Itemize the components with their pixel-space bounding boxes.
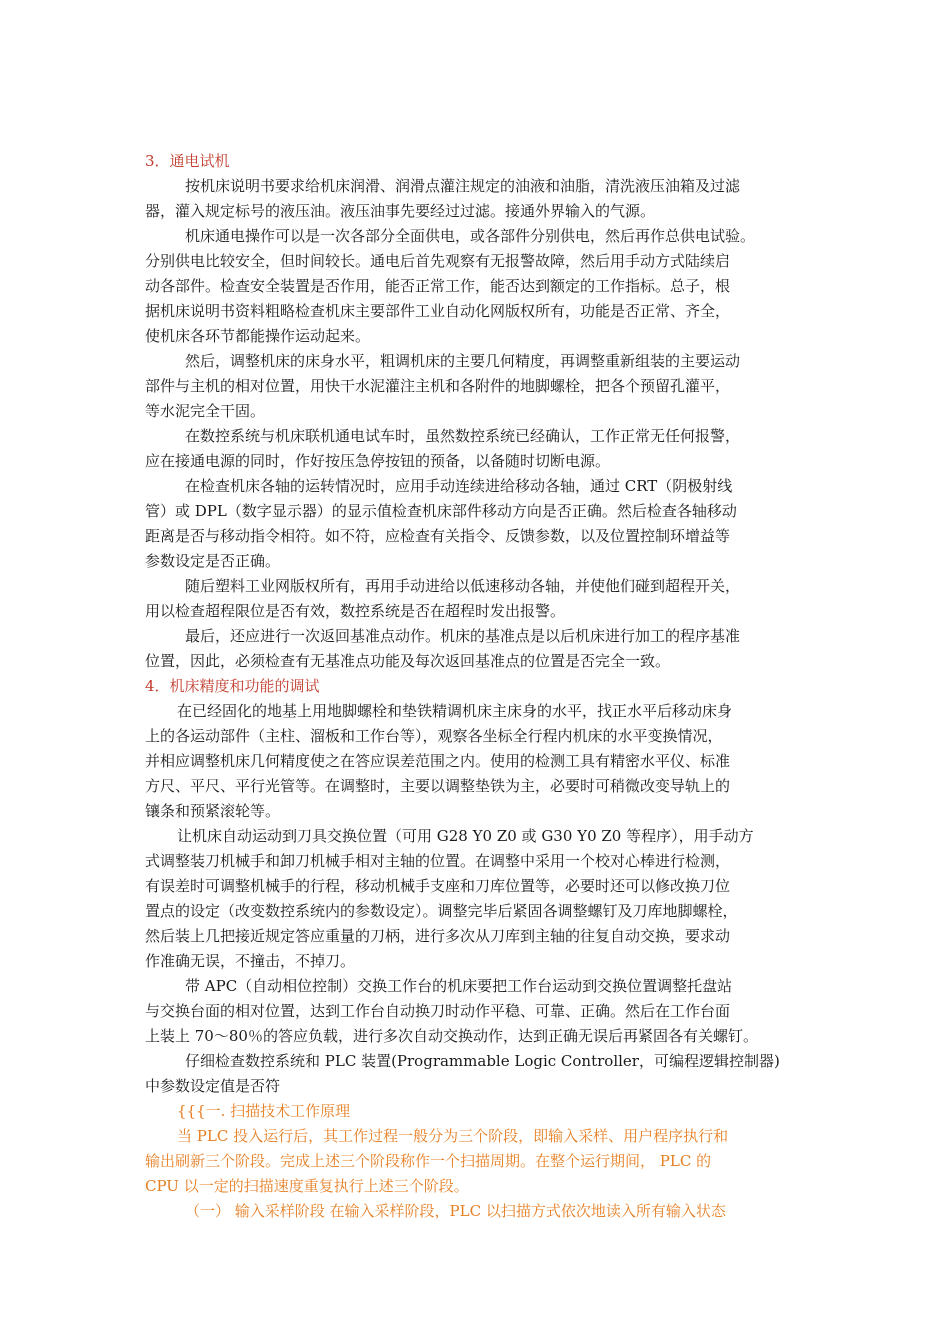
text-line: 当 PLC 投入运行后，其工作过程一般分为三个阶段，即输入采样、用户程序执行和 — [177, 1127, 729, 1145]
text-line: 使机床各环节都能操作运动起来。 — [145, 327, 371, 345]
text-line: 仔细检查数控系统和 PLC 装置(Programmable Logic Controller，可编程逻辑控制器) — [185, 1052, 780, 1070]
text-line: 然后装上几把接近规定答应重量的刀柄，进行多次从刀库到主轴的往复自动交换，要求动 — [145, 927, 731, 945]
text-line: 按机床说明书要求给机床润滑、润滑点灌注规定的油液和油脂，清洗液压油箱及过滤 — [185, 177, 741, 195]
text-line: 等水泥完全干固。 — [145, 402, 266, 420]
text-line: {{{一. 扫描技术工作原理 — [177, 1102, 351, 1120]
text-line: 管）或 DPL（数字显示器）的显示值检查机床部件移动方向是否正确。然后检查各轴移动 — [145, 502, 737, 520]
text-line: 位置，因此，必须检查有无基准点功能及每次返回基准点的位置是否完全一致。 — [145, 652, 671, 670]
text-line: 中参数设定值是否符 — [145, 1077, 281, 1095]
text-line: 参数设定是否正确。 — [145, 552, 281, 570]
document-page — [145, 149, 815, 1224]
text-line: 输出刷新三个阶段。完成上述三个阶段称作一个扫描周期。在整个运行期间， PLC 的 — [145, 1152, 712, 1170]
text-line: 在检查机床各轴的运转情况时，应用手动连续进给移动各轴，通过 CRT（阴极射线 — [185, 477, 733, 495]
text-line: 带 APC（自动相位控制）交换工作台的机床要把工作台运动到交换位置调整托盘站 — [185, 977, 733, 995]
text-line: 并相应调整机床几何精度使之在答应误差范围之内。使用的检测工具有精密水平仪、标准 — [145, 752, 731, 770]
section-heading: 3．通电试机 — [145, 152, 230, 170]
text-line: 上的各运动部件（主柱、溜板和工作台等），观察各坐标全行程内机床的水平变换情况， — [145, 727, 723, 745]
text-line: 距离是否与移动指令相符。如不符，应检查有关指令、反馈参数，以及位置控制环增益等 — [145, 527, 731, 545]
text-line: 方尺、平尺、平行光管等。在调整时，主要以调整垫铁为主，必要时可稍微改变导轨上的 — [145, 777, 731, 795]
text-line: 作准确无误，不撞击，不掉刀。 — [145, 952, 356, 970]
text-line: 应在接通电源的同时，作好按压急停按钮的预备，以备随时切断电源。 — [145, 452, 611, 470]
text-line: 让机床自动运动到刀具交换位置（可用 G28 Y0 Z0 或 G30 Y0 Z0 等程序），用手动方 — [177, 827, 754, 845]
text-line: 在数控系统与机床联机通电试车时，虽然数控系统已经确认，工作正常无任何报警， — [185, 427, 741, 445]
text-line: 器，灌入规定标号的液压油。液压油事先要经过过滤。接通外界输入的气源。 — [145, 202, 656, 220]
text-line: 部件与主机的相对位置，用快干水泥灌注主机和各附件的地脚螺栓，把各个预留孔灌平， — [145, 377, 731, 395]
text-line: 镶条和预紧滚轮等。 — [145, 802, 281, 820]
text-line: CPU 以一定的扫描速度重复执行上述三个阶段。 — [145, 1177, 469, 1195]
text-line: 然后，调整机床的床身水平，粗调机床的主要几何精度，再调整重新组装的主要运动 — [185, 352, 741, 370]
text-line: 机床通电操作可以是一次各部分全面供电，或各部件分别供电，然后再作总供电试验。 — [185, 227, 756, 245]
text-line: 随后塑料工业网版权所有，再用手动进给以低速移动各轴，并使他们碰到超程开关， — [185, 577, 741, 595]
text-line: 式调整装刀机械手和卸刀机械手相对主轴的位置。在调整中采用一个校对心棒进行检测， — [145, 852, 731, 870]
text-line: 据机床说明书资料粗略检查机床主要部件工业自动化网版权所有，功能是否正常、齐全， — [145, 302, 731, 320]
text-line: （一） 输入采样阶段 在输入采样阶段，PLC 以扫描方式依次地读入所有输入状态 — [185, 1202, 726, 1220]
text-line: 最后，还应进行一次返回基准点动作。机床的基准点是以后机床进行加工的程序基准 — [185, 627, 741, 645]
section-heading: 4．机床精度和功能的调试 — [145, 677, 320, 695]
text-line: 用以检查超程限位是否有效，数控系统是否在超程时发出报警。 — [145, 602, 566, 620]
text-line: 在已经固化的地基上用地脚螺栓和垫铁精调机床主床身的水平，找正水平后移动床身 — [177, 702, 733, 720]
text-line: 置点的设定（改变数控系统内的参数设定）。调整完毕后紧固各调整螺钉及刀库地脚螺栓， — [145, 902, 738, 920]
text-line: 有误差时可调整机械手的行程，移动机械手支座和刀库位置等，必要时还可以修改换刀位 — [145, 877, 731, 895]
text-line: 分别供电比较安全，但时间较长。通电后首先观察有无报警故障，然后用手动方式陆续启 — [145, 252, 731, 270]
text-line: 与交换台面的相对位置，达到工作台自动换刀时动作平稳、可靠、正确。然后在工作台面 — [145, 1002, 731, 1020]
text-line: 上装上 70～80％的答应负载，进行多次自动交换动作，达到正确无误后再紧固各有关螺钉。 — [145, 1027, 758, 1045]
text-line: 动各部件。检查安全装置是否作用，能否正常工作，能否达到额定的工作指标。总子，根 — [145, 277, 731, 295]
